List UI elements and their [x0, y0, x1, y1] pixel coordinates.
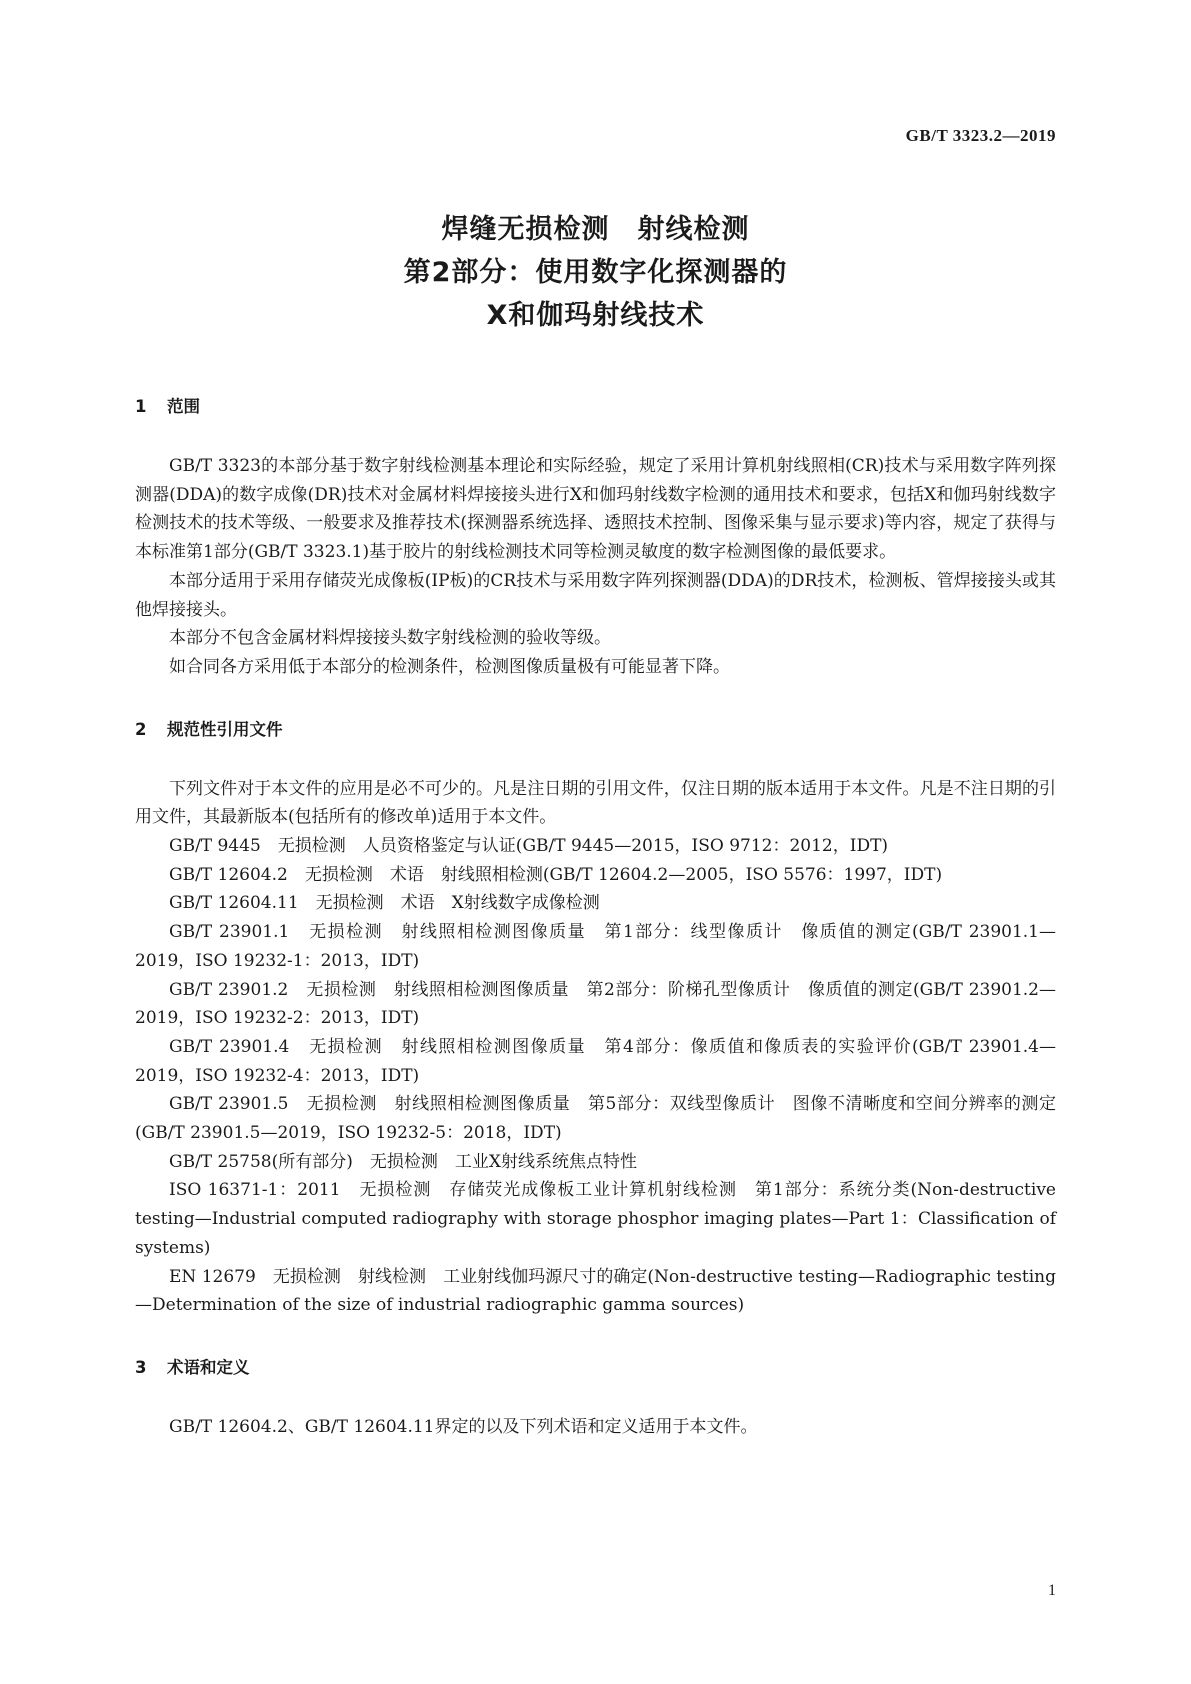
paragraph: GB/T 12604.2、GB/T 12604.11界定的以及下列术语和定义适用于本文件。 [169, 1416, 758, 1437]
section-number: 1 [135, 397, 147, 416]
section-title: 范围 [167, 397, 200, 416]
section-heading-normative-references [135, 716, 1056, 744]
standard-code: GB/T 3323.2—2019 [905, 126, 1056, 145]
reference-item: GB/T 25758(所有部分) 无损检测 工业X射线系统焦点特性 [169, 1151, 637, 1172]
reference-item: GB/T 23901.5 无损检测 射线照相检测图像质量 第5部分：双线型像质计 图像不清晰度和空间分辨率的测定(GB/T 23901.5—2019，ISO 19232-5：2018，IDT) [135, 1094, 1056, 1144]
reference-item: GB/T 12604.2 无损检测 术语 射线照相检测(GB/T 12604.2—2005，ISO 5576：1997，IDT) [169, 864, 943, 885]
page-number: 1 [1048, 1582, 1056, 1599]
reference-item: ISO 16371-1：2011 无损检测 存储荧光成像板工业计算机射线检测 第1部分：系统分类(Non-destructive testing—Industrial computed radiography with storage phosphor imaging plates—Part 1：Classification of systems) [135, 1180, 1056, 1258]
reference-item: GB/T 23901.2 无损检测 射线照相检测图像质量 第2部分：阶梯孔型像质计 像质值的测定(GB/T 23901.2—2019，ISO 19232-2：2013，IDT) [135, 979, 1056, 1029]
reference-item: GB/T 23901.1 无损检测 射线照相检测图像质量 第1部分：线型像质计 像质值的测定(GB/T 23901.1—2019，ISO 19232-1：2013，IDT) [135, 922, 1056, 971]
document-title [0, 208, 1191, 337]
section-title: 规范性引用文件 [167, 719, 283, 739]
section-number: 2 [135, 719, 147, 739]
section-number: 3 [135, 1357, 147, 1377]
section-heading-terms-definitions [135, 1354, 1056, 1382]
section-title: 术语和定义 [167, 1357, 250, 1377]
reference-item: GB/T 9445 无损检测 人员资格鉴定与认证(GB/T 9445—2015，ISO 9712：2012，IDT) [169, 836, 889, 857]
title-line-3: X和伽玛射线技术 [486, 300, 705, 331]
paragraph: 下列文件对于本文件的应用是必不可少的。凡是注日期的引用文件，仅注日期的版本适用于本文件。凡是不注日期的引用文件，其最新版本(包括所有的修改单)适用于本文件。 [135, 778, 1056, 828]
reference-item: GB/T 23901.4 无损检测 射线照相检测图像质量 第4部分：像质值和像质表的实验评价(GB/T 23901.4—2019，ISO 19232-4：2013，IDT) [135, 1036, 1056, 1086]
paragraph: 本部分适用于采用存储荧光成像板(IP板)的CR技术与采用数字阵列探测器(DDA)的DR技术，检测板、管焊接接头或其他焊接接头。 [135, 570, 1056, 620]
reference-item: EN 12679 无损检测 射线检测 工业射线伽玛源尺寸的确定(Non-destructive testing—Radiographic testing—Determination of the size of industrial radiographic gamma sources) [135, 1266, 1056, 1316]
title-line-1: 焊缝无损检测 射线检测 [441, 214, 750, 245]
paragraph: 本部分不包含金属材料焊接接头数字射线检测的验收等级。 [169, 628, 611, 649]
paragraph: 如合同各方采用低于本部分的检测条件，检测图像质量极有可能显著下降。 [169, 656, 730, 677]
title-line-2: 第2部分：使用数字化探测器的 [403, 257, 788, 288]
section-heading-scope [135, 393, 1056, 421]
paragraph: GB/T 3323的本部分基于数字射线检测基本理论和实际经验，规定了采用计算机射线照相(CR)技术与采用数字阵列探测器(DDA)的数字成像(DR)技术对金属材料焊接接头进行X和伽玛射线数字检测的通用技术和要求，包括X和伽玛射线数字检测技术的技术等级、一般要求及推荐技术(探测器系统选择、透照技术控制、图像采集与显示要求)等内容，规定了获得与本标准第1部分(GB/T 3323.1)基于胶片的射线检测技术同等检测灵敏度的数字检测图像的最低要求。 [135, 456, 1056, 563]
reference-item: GB/T 12604.11 无损检测 术语 X射线数字成像检测 [169, 893, 600, 914]
document-body [135, 393, 1056, 1442]
